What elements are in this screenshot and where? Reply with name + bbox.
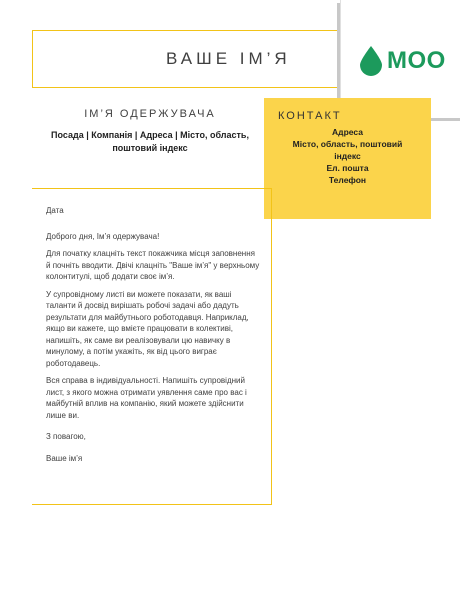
recipient-address-line1: Посада | Компанія | Адреса | Місто, область, (51, 130, 249, 140)
letter-paragraph: У супровідному листі ви можете показати, як ваші таланти й досвід вирішать робочі задачі або дадуть результати для майбутнього роботодавця. Наприклад, якщо ви кажете, що вмієте працювати в колективі, напишіть, як саме ви реалізовували цю навичку в минулому, а потім укажіть, як від цього виграє роботодавець. (46, 289, 249, 368)
contact-email: Ел. пошта (326, 163, 369, 173)
contact-address: Адреса (332, 127, 363, 137)
letter-paragraph: Для початку клацніть текст покажчика місця заповнення й почніть вводити. Двічі клацніть "Ваше ім’я" у верхньому колонтитулі, щоб додати своє ім’я. (46, 249, 260, 281)
recipient-address[interactable] (32, 129, 268, 154)
recipient-name[interactable]: ІМ’Я ОДЕРЖУВАЧА (84, 108, 216, 120)
contact-title: КОНТАКТ (278, 110, 342, 122)
letter-date: Дата (46, 206, 64, 215)
logo-text: MOO (387, 47, 446, 74)
contact-city-line2: індекс (334, 151, 361, 161)
letter-closing: З повагою, (46, 432, 86, 441)
contact-phone: Телефон (328, 175, 367, 185)
contact-info[interactable] (270, 126, 425, 186)
letter-signature: Ваше ім’я (46, 453, 83, 463)
letter-paragraph: Вся справа в індивідуальності. Напишіть супровідний лист, з якого можна отримати уявлення саме про вас і майбутній вплив на компанію, який можете здійснити лише ви. (46, 376, 247, 420)
contact-city-line1: Місто, область, поштовий (292, 139, 403, 149)
letter-greeting: Доброго дня, Ім’я одержувача! (46, 231, 160, 241)
recipient-address-line2: поштовий індекс (112, 142, 188, 153)
drop-icon (360, 46, 382, 76)
recipient-block (32, 108, 268, 154)
sender-name[interactable]: ВАШЕ ІМ’Я (166, 49, 291, 68)
letter-body[interactable] (46, 205, 260, 470)
